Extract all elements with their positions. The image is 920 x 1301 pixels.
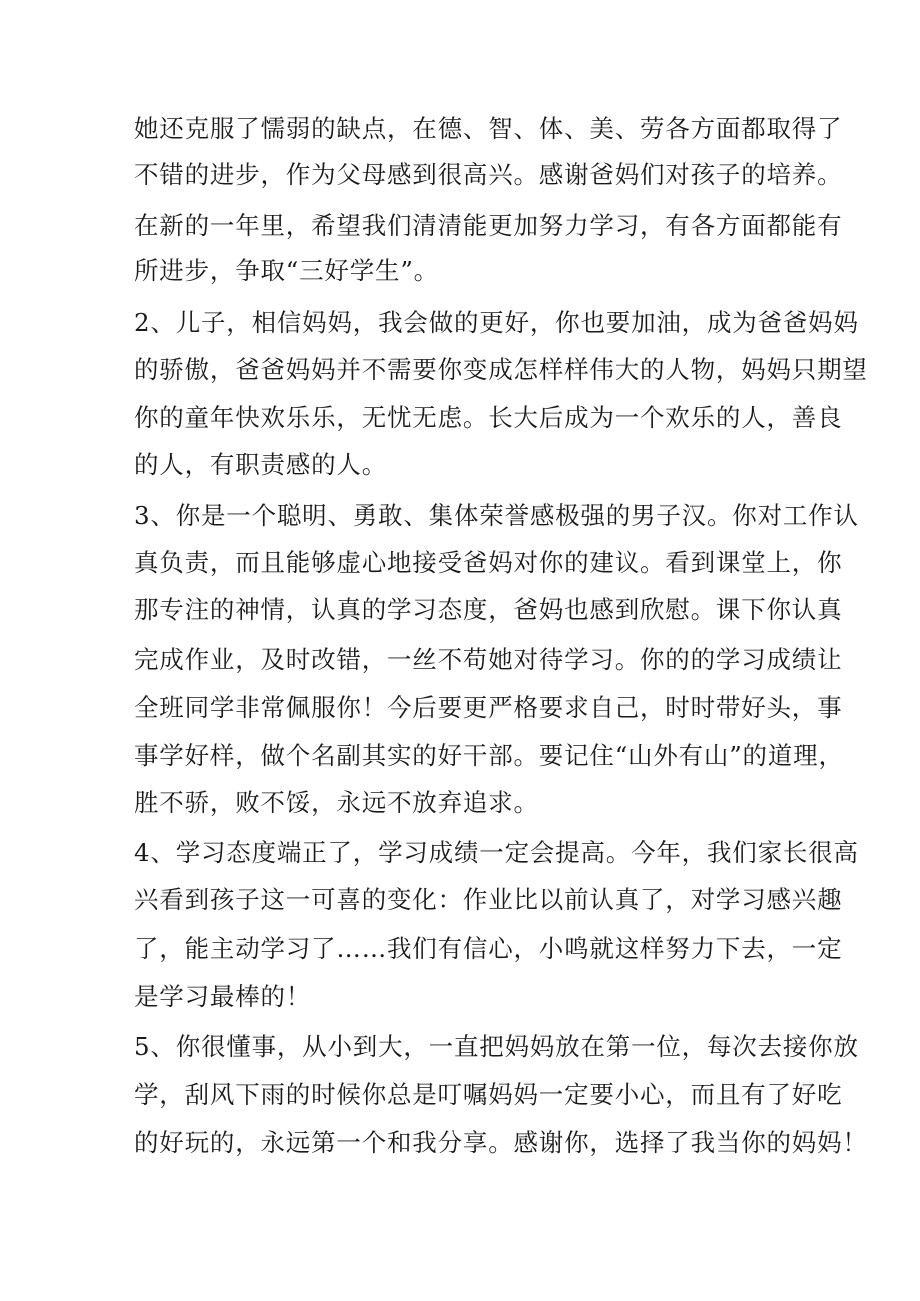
text-line: 你的童年快欢乐乐，无忧无虑。长大后成为一个欢乐的人，善良 xyxy=(134,403,843,432)
text-line: 全班同学非常佩服你！今后要更严格要求自己，时时带好头，事 xyxy=(134,693,843,722)
text-line: 了，能主动学习了……我们有信心，小鸣就这样努力下去，一定 xyxy=(134,934,843,963)
text-line: 是学习最棒的！ xyxy=(134,982,312,1011)
text-line: 的人，有职责感的人。 xyxy=(134,450,387,479)
text-line: 4、学习态度端正了，学习成绩一定会提高。今年，我们家长很高 xyxy=(134,838,859,867)
text-line: 兴看到孩子这一可喜的变化：作业比以前认真了，对学习感兴趣 xyxy=(134,885,843,914)
text-line: 3、你是一个聪明、勇敢、集体荣誉感极强的男子汉。你对工作认 xyxy=(134,501,859,530)
text-line: 真负责，而且能够虚心地接受爸妈对你的建议。看到课堂上，你 xyxy=(134,548,843,577)
text-line: 事学好样，做个名副其实的好干部。要记住“山外有山”的道理， xyxy=(134,741,844,770)
text-line: 所进步，争取“三好学生”。 xyxy=(134,256,439,285)
text-line: 在新的一年里，希望我们清清能更加努力学习，有各方面都能有 xyxy=(134,211,843,240)
text-line: 的骄傲，爸爸妈妈并不需要你变成怎样样伟大的人物，妈妈只期望 xyxy=(134,355,868,384)
text-line: 2、儿子，相信妈妈，我会做的更好，你也要加油，成为爸爸妈妈 xyxy=(134,308,859,337)
text-line: 胜不骄，败不馁，永远不放弃追求。 xyxy=(134,788,539,817)
text-line: 5、你很懂事，从小到大，一直把妈妈放在第一位，每次去接你放 xyxy=(134,1032,859,1061)
text-line: 她还克服了懦弱的缺点，在德、智、体、美、劳各方面都取得了 xyxy=(134,114,843,143)
text-line: 不错的进步，作为父母感到很高兴。感谢爸妈们对孩子的培养。 xyxy=(134,160,843,189)
text-line: 那专注的神情，认真的学习态度，爸妈也感到欣慰。课下你认真 xyxy=(134,595,843,624)
text-line: 学，刮风下雨的时候你总是叮嘱妈妈一定要小心，而且有了好吃 xyxy=(134,1080,843,1109)
text-line: 的好玩的，永远第一个和我分享。感谢你，选择了我当你的妈妈！ xyxy=(134,1128,868,1157)
text-line: 完成作业，及时改错，一丝不苟她对待学习。你的的学习成绩让 xyxy=(134,645,843,674)
